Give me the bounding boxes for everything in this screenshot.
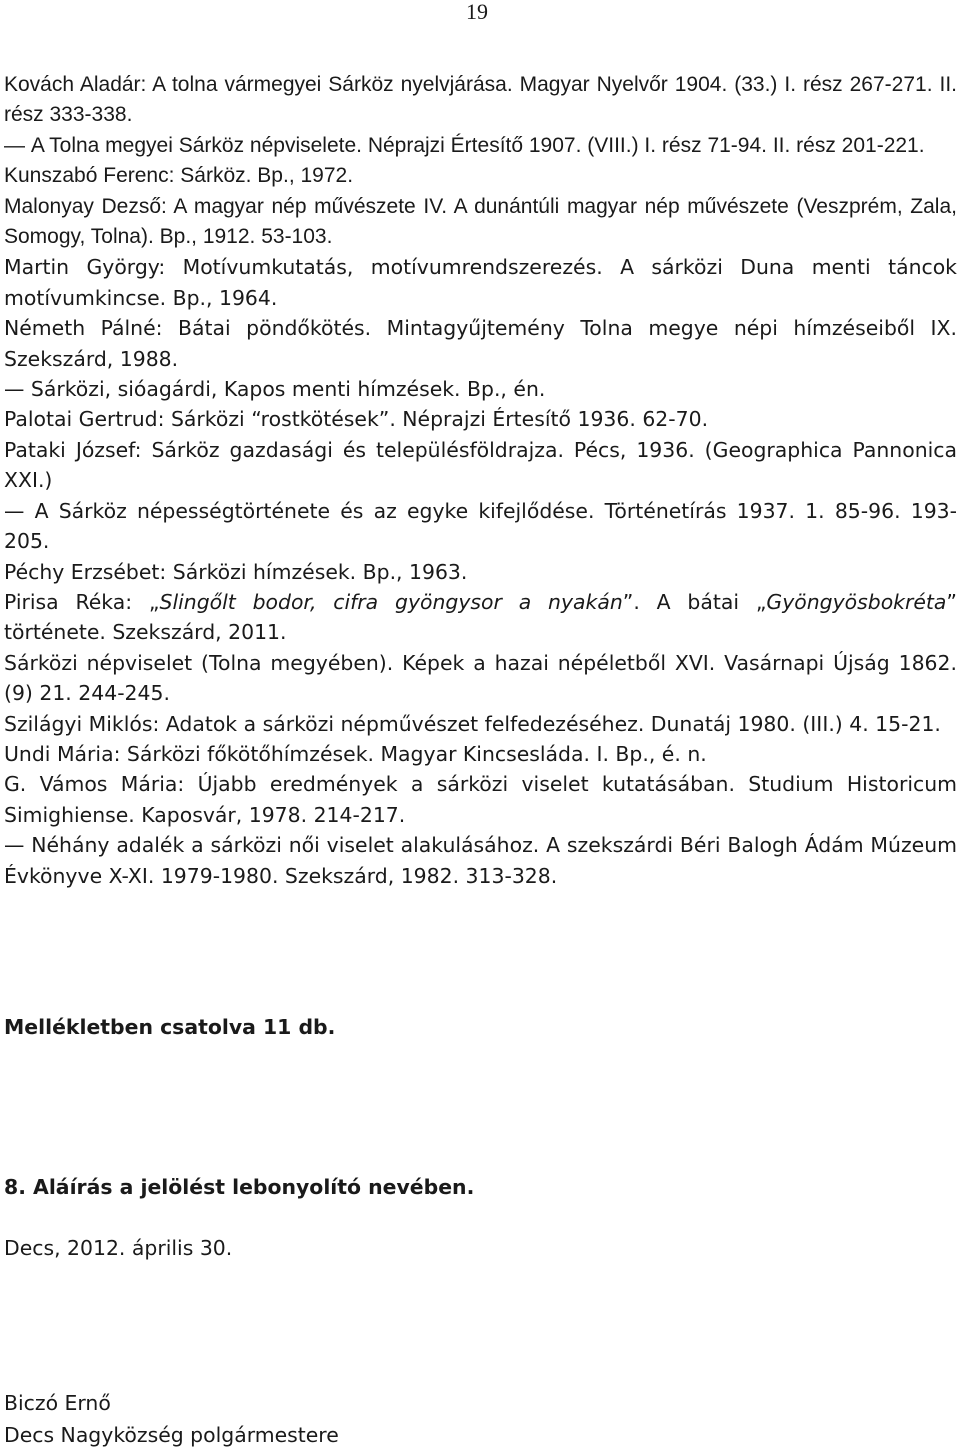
page-number: 19 bbox=[466, 0, 488, 24]
pirisa-middle: ”. A bátai „ bbox=[622, 589, 767, 614]
bibliography-entry-nemeth-1: Németh Pálné: Bátai pöndőkötés. Mintagyűjtemény Tolna megye népi hímzéseiből IX. Szekszárd, 1988. bbox=[4, 316, 957, 371]
bibliography-list bbox=[4, 70, 957, 891]
bibliography-entry-kovach-1: Kovách Aladár: A tolna vármegyei Sárköz nyelvjárása. Magyar Nyelvőr 1904. (33.) I. rész 267-271. II. rész 333-338. bbox=[4, 73, 957, 127]
signer-title: Decs Nagyközség polgármestere bbox=[4, 1423, 339, 1447]
bibliography-entry-palotai: Palotai Gertrud: Sárközi “rostkötések”. Néprajzi Értesítő 1936. 62-70. bbox=[4, 407, 709, 432]
bibliography-entry-nemeth-2: — Sárközi, sióagárdi, Kapos menti hímzések. Bp., én. bbox=[4, 374, 957, 404]
bibliography-entry-pataki-1: Pataki József: Sárköz gazdasági és településföldrajza. Pécs, 1936. (Geographica Pannonica XXI.) bbox=[4, 437, 957, 493]
bibliography-entry-undi: Undi Mária: Sárközi főkötőhímzések. Magyar Kincsesláda. I. Bp., é. n. bbox=[4, 741, 707, 766]
bibliography-entry-kovach-2: — A Tolna megyei Sárköz népviselete. Néprajzi Értesítő 1907. (VIII.) I. rész 71-94. II. rész 201-221. bbox=[4, 131, 957, 161]
bibliography-entry-vamos-1: G. Vámos Mária: Újabb eredmények a sárközi viselet kutatásában. Studium Historicum Simighiense. Kaposvár, 1978. 214-217. bbox=[4, 772, 957, 827]
bibliography-group-serif bbox=[4, 70, 957, 252]
place-date: Decs, 2012. április 30. bbox=[4, 1236, 233, 1260]
pirisa-subtitle: Gyöngyösbokréta bbox=[766, 589, 947, 614]
bibliography-entry-pataki-2: — A Sárköz népességtörténete és az egyke kifejlődése. Történetírás 1937. 1. 85-96. 193-205. bbox=[4, 496, 957, 557]
pirisa-tail: ” története. Szekszárd, 2011. bbox=[4, 589, 957, 645]
bibliography-entry-vamos-2: — Néhány adalék a sárközi női viselet alakulásához. A szekszárdi Béri Balogh Ádám Múzeum Évkönyve X-XI. 1979-1980. Szekszárd, 1982. 313-328. bbox=[4, 830, 957, 891]
bibliography-entry-sarkozi-nepviselet: Sárközi népviselet (Tolna megyében). Képek a hazai népéletből XVI. Vasárnapi Újság 1862. (9) 21. 244-245. bbox=[4, 650, 957, 706]
bibliography-entry-martin: Martin György: Motívumkutatás, motívumrendszerezés. A sárközi Duna menti táncok motívumkincse. Bp., 1964. bbox=[4, 255, 957, 310]
bibliography-entry-kunszabo: Kunszabó Ferenc: Sárköz. Bp., 1972. bbox=[4, 164, 354, 188]
bibliography-entry-szilagyi: Szilágyi Miklós: Adatok a sárközi népművészet felfedezéséhez. Dunatáj 1980. (III.) 4. 15-21. bbox=[4, 711, 941, 736]
bibliography-entry-pirisa bbox=[4, 587, 957, 648]
pirisa-author: Pirisa Réka: „ bbox=[4, 589, 160, 614]
signer-name: Biczó Ernő bbox=[4, 1391, 111, 1415]
bibliography-entry-malonyay: Malonyay Dezső: A magyar nép művészete IV. A dunántúli magyar nép művészete (Veszprém, Zala, Somogy, Tolna). Bp., 1912. 53-103. bbox=[4, 194, 957, 249]
attachment-note: Mellékletben csatolva 11 db. bbox=[4, 1015, 336, 1039]
pirisa-title: Slingőlt bodor, cifra gyöngysor a nyakán bbox=[159, 589, 623, 614]
bibliography-entry-pechy: Péchy Erzsébet: Sárközi hímzések. Bp., 1963. bbox=[4, 559, 468, 584]
section-heading: 8. Aláírás a jelölést lebonyolító nevében. bbox=[4, 1175, 475, 1199]
